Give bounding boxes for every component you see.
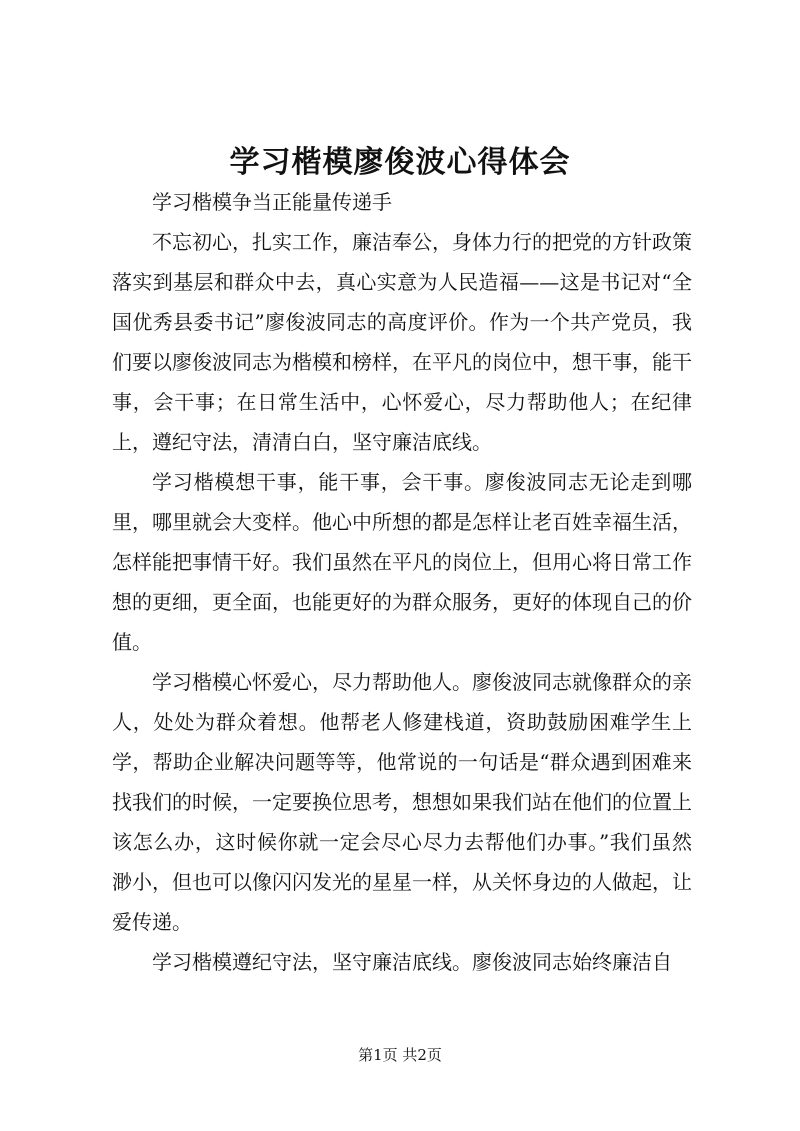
page-footer: 第1页 共2页 bbox=[358, 1046, 442, 1064]
paragraph: 学习楷模心怀爱心，尽力帮助他人。廖俊波同志就像群众的亲人，处处为群众着想。他帮老人修建栈道，资助鼓励困难学生上学，帮助企业解决问题等等，他常说的一句话是“群众遇到困难来找我们的时候，一定要换位思考，想想如果我们站在他们的位置上该怎么办，这时候你就一定会尽心尽力去帮他们办事。”我们虽然渺小，但也可以像闪闪发光的星星一样，从关怀身边的人做起，让爱传递。 bbox=[112, 670, 692, 934]
paragraph: 学习楷模遵纪守法，坚守廉洁底线。廖俊波同志始终廉洁自 bbox=[152, 950, 672, 974]
paragraph: 不忘初心，扎实工作，廉洁奉公，身体力行的把党的方针政策落实到基层和群众中去，真心实意为人民造福——这是书记对“全国优秀县委书记”廖俊波同志的高度评价。作为一个共产党员，我们要以廖俊波同志为楷模和榜样，在平凡的岗位中，想干事，能干事，会干事；在日常生活中，心怀爱心，尽力帮助他人；在纪律上，遵纪守法，清清白白，坚守廉洁底线。 bbox=[112, 230, 692, 454]
paragraph: 学习楷模想干事，能干事，会干事。廖俊波同志无论走到哪里，哪里就会大变样。他心中所想的都是怎样让老百姓幸福生活，怎样能把事情干好。我们虽然在平凡的岗位上，但用心将日常工作想的更细，更全面，也能更好的为群众服务，更好的体现自己的价值。 bbox=[112, 470, 692, 654]
document-body bbox=[112, 182, 692, 982]
paragraph-subtitle: 学习楷模争当正能量传递手 bbox=[152, 190, 392, 214]
document-title: 学习楷模廖俊波心得体会 bbox=[229, 145, 571, 180]
